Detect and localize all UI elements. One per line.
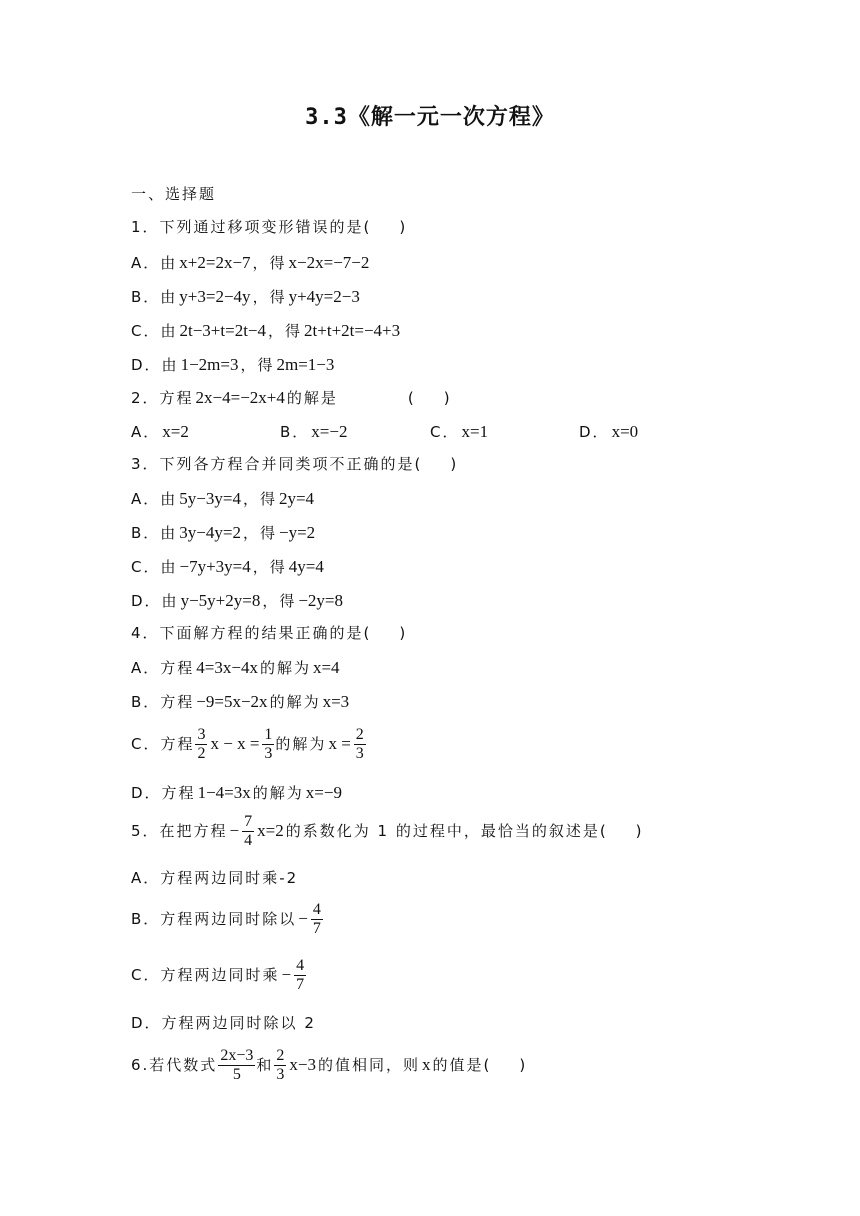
equation: x − x = [210,734,260,753]
question-2-option-a [131,423,191,440]
fraction-denominator: 4 [244,832,253,849]
question-2-close-paren: ) [443,389,450,407]
option-value: x=2 [162,422,189,441]
solution: x=3 [322,692,350,711]
fraction-denominator: 2 [197,745,206,762]
question-6-stem-prefix: 6.若代数式 [131,1056,218,1074]
fraction-numerator: 4 [312,901,321,918]
fraction-denominator: 5 [232,1066,241,1083]
option-text: ，得 [242,490,277,508]
option-text: ，得 [252,558,287,576]
fraction-numerator: 2 [355,726,364,743]
question-2-stem-prefix: 2．方程 [131,389,194,407]
question-4-option-d [131,784,344,801]
question-2-open-paren: ( [407,389,414,407]
question-4-stem: 4．下面解方程的结果正确的是( [131,624,372,642]
equation: 1−2m=3 [180,355,239,374]
option-text: 的解为 [259,659,311,677]
question-4-option-b [131,693,351,710]
solution: x=−9 [305,783,342,802]
question-3-option-d [131,592,345,609]
question-1-close-paren: ) [399,218,406,236]
minus-sign: − [298,909,308,928]
equation: 4y=4 [288,557,324,576]
equation: 3y−4y=2 [179,523,241,542]
fraction [262,726,274,763]
fraction-denominator: 3 [264,745,273,762]
option-label: B．方程两边同时除以 [131,910,297,928]
option-text: 的解为 [252,784,304,802]
fraction-numerator: 3 [197,726,206,743]
variable: x [421,1055,431,1074]
page-title: 3.3《解一元一次方程》 [305,105,555,130]
option-value: x=1 [461,422,489,441]
equation: 2m=1−3 [276,355,335,374]
option-label: B．由 [131,288,178,306]
option-text: ，得 [252,288,287,306]
fraction [195,726,207,763]
fraction [311,901,323,938]
fraction-numerator: 2 [276,1047,285,1064]
question-1-option-d [131,356,336,373]
section-heading: 一、选择题 [131,185,217,203]
fraction-numerator: 7 [244,813,253,830]
question-6-stem-mid: 的值相同，则 [317,1056,420,1074]
minus-sign: − [281,965,292,984]
fraction-denominator: 7 [312,920,321,937]
equation: 2t+t+2t=−4+3 [304,321,401,340]
fraction [218,1047,255,1084]
equation: x=2 [257,821,284,840]
equation: x+2=2x−7 [179,253,251,272]
question-3-option-c [131,558,326,575]
equation: −y=2 [279,523,316,542]
option-label: A．由 [131,490,178,508]
equation: 4=3x−4x [196,658,258,677]
option-label: C．由 [131,322,178,340]
option-label: D．由 [131,592,179,610]
question-4-close-paren: ) [399,624,406,642]
fraction [242,813,254,850]
question-4-option-c [131,726,367,763]
option-label: C．方程 [131,735,195,753]
question-5-option-c [131,957,307,994]
fraction-numerator: 1 [264,726,273,743]
question-5-stem-prefix: 5．在把方程 [131,822,228,840]
option-text: ，得 [268,322,303,340]
question-6-close-paren: ) [519,1056,526,1074]
option-text: ，得 [252,254,287,272]
option-value: x=0 [611,422,639,441]
option-label: B．方程 [131,693,195,711]
equation: −2y=8 [298,591,344,610]
option-label: A． [131,423,161,441]
solution: x=4 [312,658,340,677]
question-6 [131,1047,525,1084]
fraction-numerator: 4 [296,957,305,974]
question-1-option-a [131,254,371,271]
equation: 2t−3+t=2t−4 [179,321,267,340]
fraction-numerator: 2x−3 [220,1047,254,1064]
option-label: C． [430,423,460,441]
option-label: A．方程 [131,659,195,677]
question-3-close-paren: ) [450,455,457,473]
fraction-denominator: 3 [276,1066,285,1083]
solution: x = [328,734,351,753]
question-2-stem-suffix: 的解是 [286,389,338,407]
question-1 [131,220,405,235]
option-text: ，得 [242,524,277,542]
question-6-stem-suffix: 的值是( [432,1056,492,1074]
question-5-option-d: D．方程两边同时除以 2 [131,1014,316,1032]
equation: −9=5x−2x [196,692,268,711]
option-label: C．由 [131,558,178,576]
option-text: ，得 [240,356,275,374]
question-5-option-b [131,901,324,938]
fraction [294,957,306,994]
question-5-option-a: A．方程两边同时乘-2 [131,869,299,887]
option-label: B．由 [131,524,178,542]
question-2 [131,389,450,406]
fraction-denominator: 3 [355,745,364,762]
equation: 2y=4 [278,489,315,508]
option-value: x=−2 [311,422,348,441]
equation: 1−4=3x [197,783,251,802]
question-2-option-b [280,423,349,440]
option-text: 的解为 [275,735,327,753]
option-label: D．由 [131,356,179,374]
option-label: D． [579,423,610,441]
option-label: A．由 [131,254,178,272]
fraction [274,1047,286,1084]
minus-sign: − [229,821,240,840]
question-5-stem-suffix: 的系数化为 1 的过程中，最恰当的叙述是( [285,822,608,840]
equation: y+4y=2−3 [288,287,360,306]
question-1-stem: 1．下列通过移项变形错误的是( [131,218,372,236]
option-text: ，得 [262,592,297,610]
question-3-option-b [131,524,317,541]
option-label: B． [280,423,310,441]
equation: y+3=2−4y [179,287,251,306]
fraction-denominator: 7 [296,976,305,993]
question-2-option-d [579,423,640,440]
option-label: D．方程 [131,784,196,802]
question-4-option-a [131,659,342,676]
question-3-option-a [131,490,316,507]
question-5-close-paren: ) [635,822,642,840]
question-1-option-b [131,288,362,305]
question-3-stem: 3．下列各方程合并同类项不正确的是( [131,455,423,473]
fraction [354,726,366,763]
equation: y−5y+2y=8 [180,591,261,610]
question-1-option-c [131,322,402,339]
equation: −7y+3y=4 [179,557,251,576]
equation: 2x−4=−2x+4 [195,388,285,407]
equation: 5y−3y=4 [179,489,241,508]
option-text: 的解为 [269,693,321,711]
equation: x−2x=−7−2 [288,253,370,272]
question-4 [131,626,405,641]
option-label: C．方程两边同时乘 [131,966,280,984]
question-2-option-c [430,423,490,440]
question-5 [131,813,642,850]
question-6-and: 和 [256,1056,274,1074]
question-3 [131,457,456,472]
expression: x−3 [289,1055,316,1074]
